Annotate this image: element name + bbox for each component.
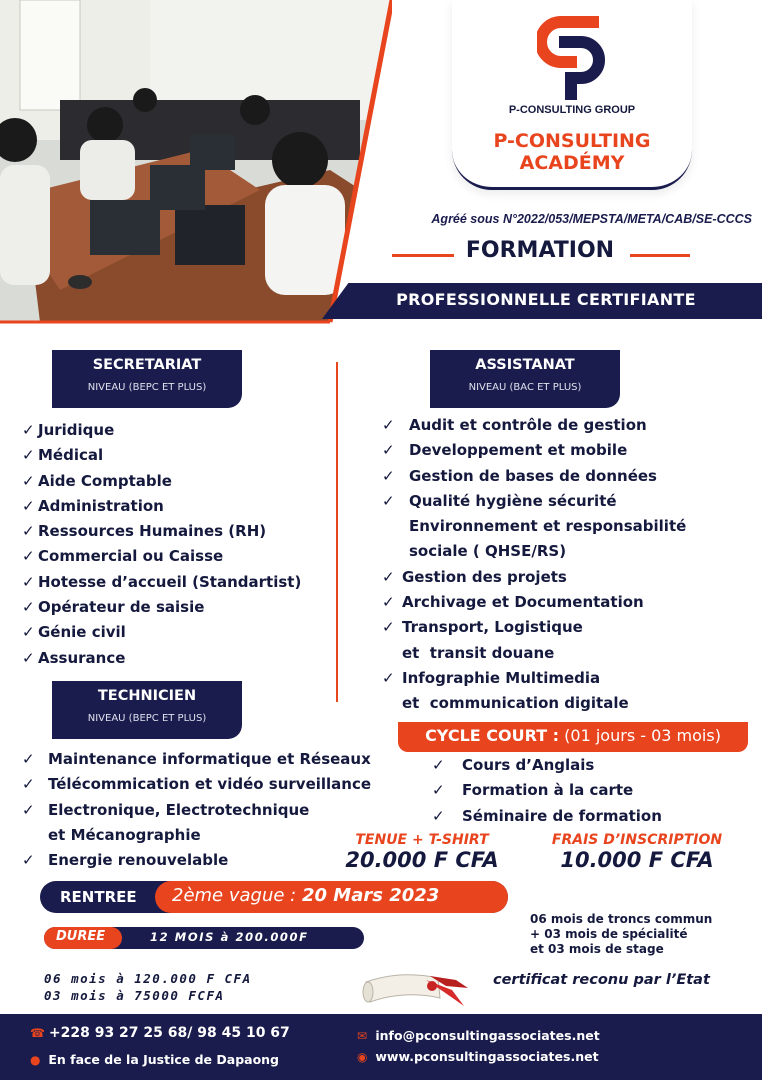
stage-line: + 03 mois de spécialité [530,927,688,941]
tenue-label: TENUE + T-SHIRT [355,832,489,848]
secretariat-title: SECRETARIAT [92,357,202,373]
list-item: ✓ Aide Comptable [22,469,301,494]
list-item: ✓ Génie civil [22,620,301,645]
classroom-photo [0,0,392,322]
check-icon: ✓ [22,547,35,566]
cycle-court-list [432,753,662,829]
stage-line: et 03 mois de stage [530,942,664,956]
check-icon: ✓ [22,572,35,591]
check-icon: ✓ [22,648,35,667]
list-item: ✓ Assurance [22,646,301,671]
list-item: ✓ Juridique [22,418,301,443]
check-icon: ✓ [22,446,35,465]
list-item: ✓ Audit et contrôle de gestion [382,413,686,438]
check-icon: ✓ [382,668,395,687]
list-item: ✓ Hotesse d’accueil (Standartist) [22,570,301,595]
list-item: ✓ Qualité hygiène sécurité [382,489,686,514]
check-icon: ✓ [22,421,35,439]
check-icon: ✓ [22,623,35,642]
alt-price-line: 03 mois à 75000 FCFA [44,988,225,1003]
check-icon: ✓ [382,441,395,460]
check-icon: ✓ [22,471,35,490]
assistanat-title: ASSISTANAT [475,357,575,373]
list-item: ✓ Electronique, Electrotechnique [22,798,371,823]
check-icon: ✓ [22,750,35,768]
secretariat-level: NIVEAU (BEPC ET PLUS) [87,382,207,393]
assistanat-header [430,350,620,408]
list-item: ✓ Médical [22,443,301,468]
globe-icon: ◉ [357,1050,368,1064]
technicien-list [22,747,371,873]
logo-group-name: P-CONSULTING GROUP [508,104,636,116]
formation-title: FORMATION [465,238,615,263]
column-divider [336,362,338,702]
certificate-note: certificat reconu par l’Etat [493,972,710,988]
check-icon: ✓ [432,806,445,825]
alternative-prices [44,970,252,1004]
check-icon: ✓ [382,466,395,485]
secretariat-header [52,350,242,408]
stage-line: 06 mois de troncs commun [530,912,713,926]
check-icon: ✓ [382,491,395,510]
list-item: ✓ Energie renouvelable [22,848,371,873]
list-item: ✓ Administration [22,494,301,519]
inscription-price: 10.000 F CFA [560,848,714,872]
list-item: ✓ Commercial ou Caisse [22,544,301,569]
list-item-continuation: et Mécanographie [48,825,201,844]
list-item: ✓ Télécommication et vidéo surveillance [22,772,371,797]
phone-icon: ☎ [30,1026,45,1040]
cycle-court-label: CYCLE COURT : [425,726,560,745]
stage-info [530,912,740,957]
cycle-court-text [398,726,748,745]
check-icon: ✓ [22,522,35,541]
check-icon: ✓ [382,593,395,612]
assistanat-level: NIVEAU (BAC ET PLUS) [468,382,582,393]
subtitle-text: PROFESSIONNELLE CERTIFIANTE [396,290,696,309]
inscription-label: FRAIS D’INSCRIPTION [551,832,723,848]
rentree-wave: 2ème vague : [172,885,297,906]
rentree-label: RENTREE [60,888,137,906]
list-item: ✓ Transport, Logistique [382,615,686,640]
technicien-header [52,681,242,739]
list-item: ✓ Gestion des projets [382,565,686,590]
footer-website[interactable]: ◉ www.pconsultingassociates.net [357,1049,599,1064]
list-item: ✓ Infographie Multimedia [382,666,686,691]
p-consulting-logo-icon [537,12,607,104]
check-icon: ✓ [382,618,395,637]
duree-value: 12 MOIS à 200.000F [150,930,309,944]
list-item: ✓ Cours d’Anglais [432,753,662,778]
logo-card [452,0,692,190]
check-icon: ✓ [432,756,445,774]
duree-label: DUREE [56,929,106,944]
list-item-continuation: et communication digitale [402,694,629,713]
check-icon: ✓ [22,598,35,617]
check-icon: ✓ [22,775,35,794]
check-icon: ✓ [382,416,395,434]
list-item: ✓ Séminaire de formation [432,804,662,829]
academy-title-line2: ACADÉMY [519,152,625,174]
diploma-scroll-icon [360,962,470,1008]
formation-right-line [630,254,690,257]
footer-bar [0,1014,762,1080]
list-item: ✓ Gestion de bases de données [382,464,686,489]
footer-email[interactable]: ✉ info@pconsultingassociates.net [357,1028,600,1043]
list-item: ✓ Archivage et Documentation [382,590,686,615]
list-item: ✓ Maintenance informatique et Réseaux [22,747,371,772]
cycle-court-duration: (01 jours - 03 mois) [564,726,721,745]
email-icon: ✉ [357,1029,368,1043]
agreement-number: Agréé sous N°2022/053/MEPSTA/META/CAB/SE-CCCS [431,212,752,226]
footer-phone: ☎ +228 93 27 25 68/ 98 45 10 67 [30,1025,290,1041]
check-icon: ✓ [22,800,35,819]
check-icon: ✓ [382,567,395,586]
list-item: ✓ Formation à la carte [432,778,662,803]
rentree-value [172,885,439,906]
list-item: ✓ Ressources Humaines (RH) [22,519,301,544]
list-item-continuation: et transit douane [402,643,555,662]
footer-address: ● En face de la Justice de Dapaong [30,1052,280,1067]
rentree-date: 20 Mars 2023 [301,885,440,906]
assistanat-list [382,413,686,717]
list-item: ✓ Developpement et mobile [382,438,686,463]
tenue-price: 20.000 F CFA [345,848,499,872]
check-icon: ✓ [432,781,445,800]
technicien-level: NIVEAU (BEPC ET PLUS) [87,713,207,724]
check-icon: ✓ [22,496,35,515]
list-item-continuation: sociale ( QHSE/RS) [409,542,567,561]
secretariat-list [22,418,301,671]
alt-price-line: 06 mois à 120.000 F CFA [44,971,252,986]
location-pin-icon: ● [30,1053,41,1067]
academy-title-line1: P-CONSULTING [493,130,651,152]
academy-title [452,130,692,174]
list-item-continuation: Environnement et responsabilité [409,517,687,536]
technicien-title: TECHNICIEN [97,688,197,704]
list-item: ✓ Opérateur de saisie [22,595,301,620]
check-icon: ✓ [22,851,35,870]
